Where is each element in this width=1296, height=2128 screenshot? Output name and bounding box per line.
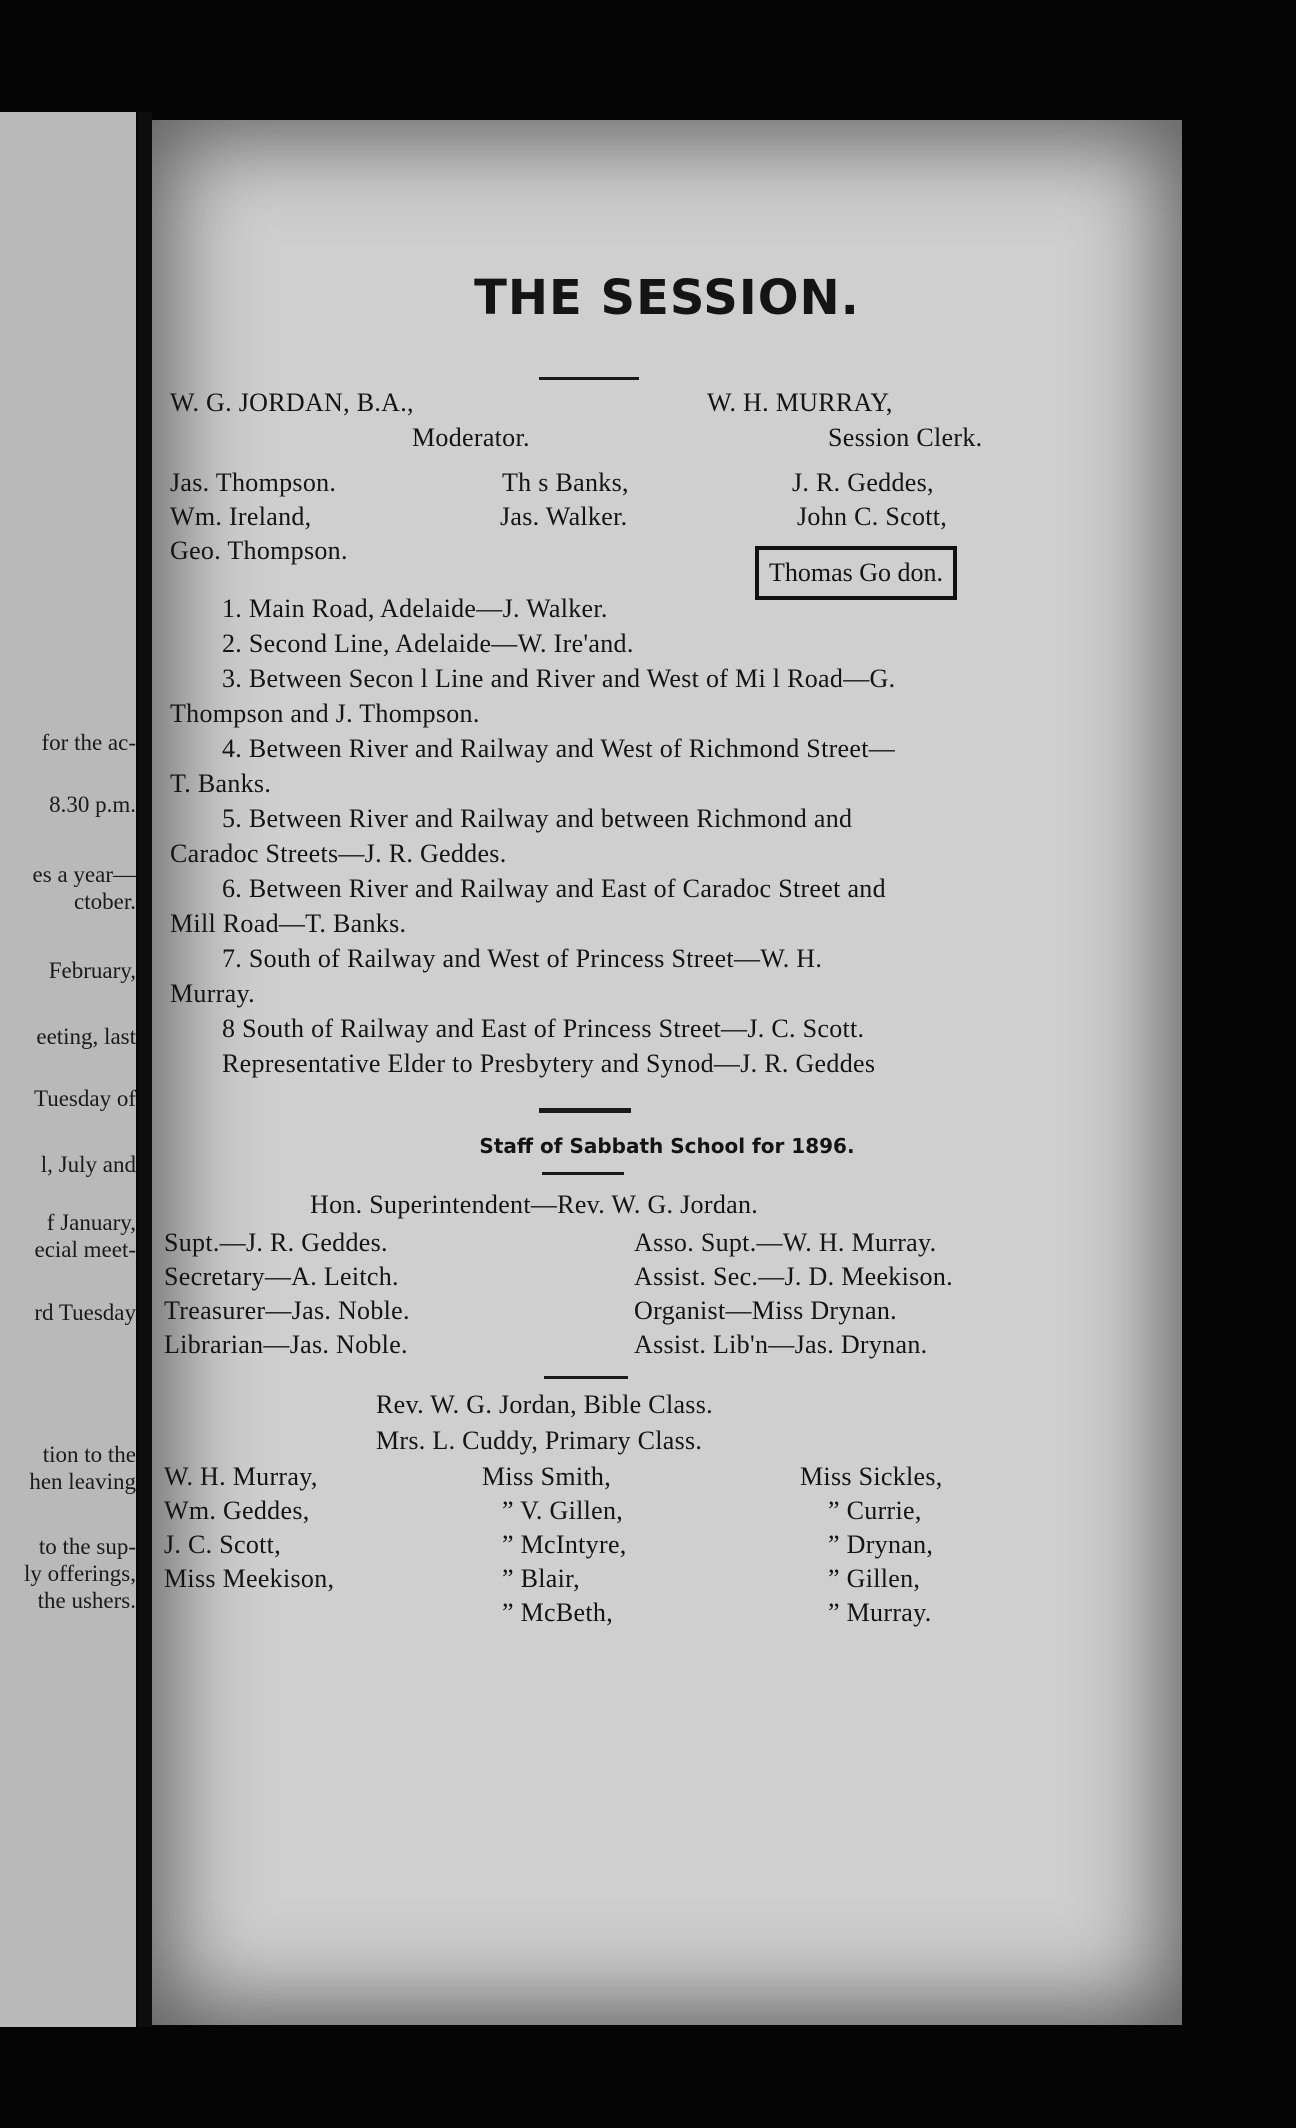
- officer-right: Assist. Sec.—J. D. Meekison.: [634, 1262, 953, 1291]
- left-text-line: f January,: [46, 1210, 136, 1235]
- left-text-line: 8.30 p.m.: [49, 792, 136, 817]
- officer-right: Assist. Lib'n—Jas. Drynan.: [634, 1330, 928, 1359]
- teacher-name: Miss Smith,: [482, 1462, 612, 1491]
- teacher-name: W. H. Murray,: [164, 1462, 318, 1491]
- left-text-line: eeting, last: [36, 1024, 136, 1049]
- district-line: 1. Main Road, Adelaide—J. Walker.: [222, 594, 608, 623]
- column-divider: [138, 112, 152, 2027]
- elder-name: Jas. Thompson.: [170, 468, 337, 497]
- bible-class: Rev. W. G. Jordan, Bible Class.: [376, 1390, 713, 1419]
- teacher-name: ” McBeth,: [502, 1598, 614, 1627]
- primary-class: Mrs. L. Cuddy, Primary Class.: [376, 1426, 703, 1455]
- teacher-name: ” Blair,: [502, 1564, 580, 1593]
- teacher-name: ” McIntyre,: [502, 1530, 627, 1559]
- teacher-name: J. C. Scott,: [164, 1530, 282, 1559]
- section-rule: [539, 1108, 631, 1113]
- teacher-name: Miss Sickles,: [800, 1462, 943, 1491]
- district-line: 3. Between Secon l Line and River and West of Mi l Road—G.: [222, 664, 896, 693]
- left-text-line: tion to the: [42, 1442, 136, 1467]
- left-text-line: to the sup-: [38, 1534, 136, 1559]
- left-text-line: hen leaving: [29, 1469, 136, 1494]
- district-line: T. Banks.: [170, 769, 272, 798]
- officer-left: Supt.—J. R. Geddes.: [164, 1228, 388, 1257]
- moderator-role: Moderator.: [412, 423, 530, 452]
- officer-left: Secretary—A. Leitch.: [164, 1262, 399, 1291]
- elder-name: Wm. Ireland,: [170, 502, 312, 531]
- left-page-fragment: [0, 112, 136, 2027]
- teacher-name: Wm. Geddes,: [164, 1496, 310, 1525]
- moderator-name: W. G. JORDAN, B.A.,: [170, 388, 414, 417]
- teacher-name: ” Currie,: [828, 1496, 922, 1525]
- page-title: THE SESSION.: [474, 270, 860, 326]
- elder-name: J. R. Geddes,: [792, 468, 934, 497]
- session-page: [152, 120, 1182, 2025]
- left-text-line: ly offerings,: [23, 1561, 136, 1586]
- teacher-name: ” Gillen,: [828, 1564, 921, 1593]
- district-line: 8 South of Railway and East of Princess Street—J. C. Scott.: [222, 1014, 865, 1043]
- district-line: Murray.: [170, 979, 255, 1008]
- district-line: 7. South of Railway and West of Princess Street—W. H.: [222, 944, 823, 973]
- district-line: 4. Between River and Railway and West of Richmond Street—: [222, 734, 896, 763]
- teacher-name: Miss Meekison,: [164, 1564, 335, 1593]
- clerk-name: W. H. MURRAY,: [707, 388, 893, 417]
- left-text-line: rd Tuesday: [34, 1300, 136, 1325]
- left-text-line: ecial meet-: [34, 1237, 136, 1262]
- left-text-line: l, July and: [40, 1152, 136, 1177]
- officer-left: Librarian—Jas. Noble.: [164, 1330, 408, 1359]
- district-line: 6. Between River and Railway and East of Caradoc Street and: [222, 874, 886, 903]
- elder-name: John C. Scott,: [797, 502, 948, 531]
- district-line: Mill Road—T. Banks.: [170, 909, 407, 938]
- elder-name: Jas. Walker.: [500, 502, 628, 531]
- teacher-name: ” Drynan,: [828, 1530, 934, 1559]
- elder-name: Geo. Thompson.: [170, 536, 348, 565]
- elder-name: Th s Banks,: [502, 468, 629, 497]
- district-line: 2. Second Line, Adelaide—W. Ire'and.: [222, 629, 634, 658]
- staff-heading: Staff of Sabbath School for 1896.: [479, 1134, 855, 1158]
- title-rule: [539, 377, 639, 380]
- classes-rule: [544, 1376, 628, 1379]
- clerk-role: Session Clerk.: [828, 423, 983, 452]
- district-line: Thompson and J. Thompson.: [170, 699, 480, 728]
- left-text-line: ctober.: [74, 889, 136, 914]
- staff-rule: [542, 1172, 624, 1175]
- officer-left: Treasurer—Jas. Noble.: [164, 1296, 410, 1325]
- officer-right: Organist—Miss Drynan.: [634, 1296, 897, 1325]
- district-line: 5. Between River and Railway and between Richmond and: [222, 804, 853, 833]
- left-text-line: Tuesday of: [33, 1086, 136, 1111]
- left-text-line: the ushers.: [37, 1588, 136, 1613]
- district-line: Caradoc Streets—J. R. Geddes.: [170, 839, 507, 868]
- left-text-line: for the ac-: [41, 730, 136, 755]
- hon-superintendent: Hon. Superintendent—Rev. W. G. Jordan.: [310, 1190, 759, 1219]
- teacher-name: ” Murray.: [828, 1598, 932, 1627]
- district-line: Representative Elder to Presbytery and Synod—J. R. Geddes: [222, 1049, 876, 1078]
- teacher-name: ” V. Gillen,: [502, 1496, 624, 1525]
- boxed-elder-name: Thomas Go don.: [755, 546, 957, 600]
- left-text-line: es a year—: [32, 862, 136, 887]
- left-text-line: February,: [48, 958, 136, 983]
- officer-right: Asso. Supt.—W. H. Murray.: [634, 1228, 937, 1257]
